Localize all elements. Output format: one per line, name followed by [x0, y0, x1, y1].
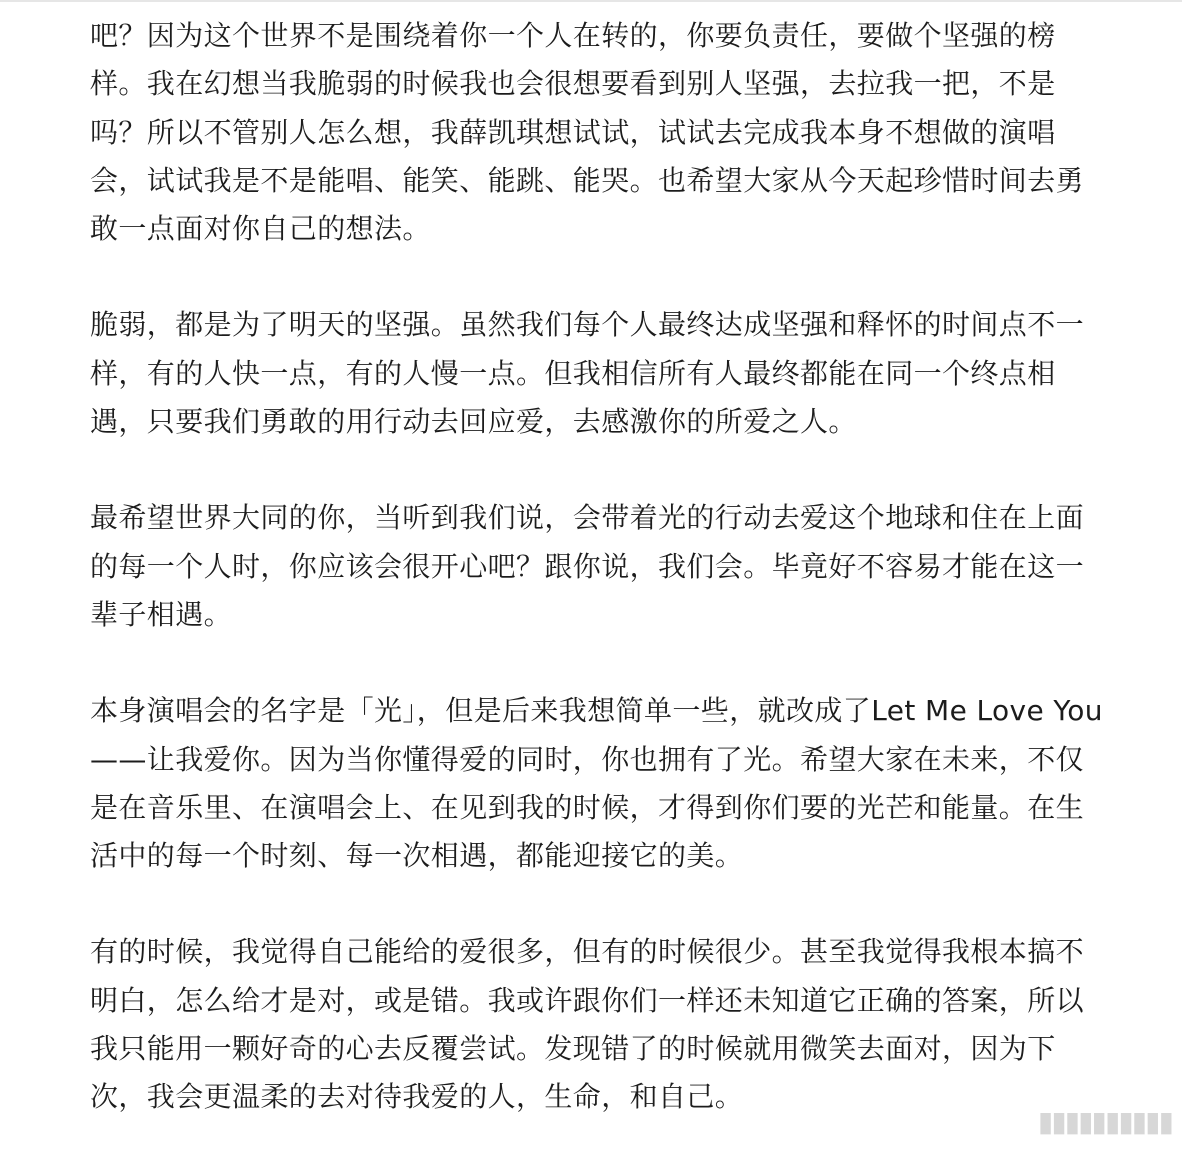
paragraph-3 — [90, 494, 1172, 639]
text-line: 遇，只要我们勇敢的用行动去回应爱，去感激你的所爱之人。 — [90, 405, 857, 439]
top-divider — [0, 0, 1182, 2]
text-line: ——让我爱你。因为当你懂得爱的同时，你也拥有了光。希望大家在未来，不仅 — [90, 742, 1085, 776]
text-line: 会，试试我是不是能唱、能笑、能跳、能哭。也希望大家从今天起珍惜时间去勇 — [90, 163, 1085, 197]
text-line: 有的时候，我觉得自己能给的爱很多，但有的时候很少。甚至我觉得我根本搞不 — [90, 935, 1085, 969]
text-line: 是在音乐里、在演唱会上、在见到我的时候，才得到你们要的光芒和能量。在生 — [90, 790, 1085, 824]
paragraph-4 — [90, 687, 1172, 880]
text-line: 吧？因为这个世界不是围绕着你一个人在转的，你要负责任，要做个坚强的榜 — [90, 19, 1056, 52]
text-line: 活中的每一个时刻、每一次相遇，都能迎接它的美。 — [90, 839, 744, 873]
text-line: 敢一点面对你自己的想法。 — [90, 212, 431, 246]
paragraph-5 — [90, 928, 1172, 1121]
text-line: 明白，怎么给才是对，或是错。我或许跟你们一样还未知道它正确的答案，所以 — [90, 983, 1085, 1017]
text-line: 样。我在幻想当我脆弱的时候我也会很想要看到别人坚强，去拉我一把，不是 — [90, 67, 1056, 101]
text-line: 本身演唱会的名字是「光」，但是后来我想简单一些，就改成了Let Me Love You — [90, 694, 1103, 728]
watermark-logo: ▮▮▮▮▮▮▮▮▮▮ — [1037, 1105, 1172, 1138]
text-line: 脆弱，都是为了明天的坚强。虽然我们每个人最终达成坚强和释怀的时间点不一 — [90, 308, 1085, 342]
text-line: 最希望世界大同的你，当听到我们说，会带着光的行动去爱这个地球和住在上面 — [90, 501, 1085, 535]
text-line: 的每一个人时，你应该会很开心吧？跟你说，我们会。毕竟好不容易才能在这一 — [90, 549, 1085, 583]
text-line: 我只能用一颗好奇的心去反覆尝试。发现错了的时候就用微笑去面对，因为下 — [90, 1032, 1056, 1066]
text-line: 次，我会更温柔的去对待我爱的人，生命，和自己。 — [90, 1080, 744, 1114]
article-body — [90, 12, 1172, 1170]
text-line: 样，有的人快一点，有的人慢一点。但我相信所有人最终都能在同一个终点相 — [90, 356, 1056, 390]
text-line: 辈子相遇。 — [90, 597, 233, 631]
text-line: 吗？所以不管别人怎么想，我薛凯琪想试试，试试去完成我本身不想做的演唱 — [90, 115, 1056, 149]
paragraph-2 — [90, 301, 1172, 446]
paragraph-1 — [90, 12, 1172, 253]
